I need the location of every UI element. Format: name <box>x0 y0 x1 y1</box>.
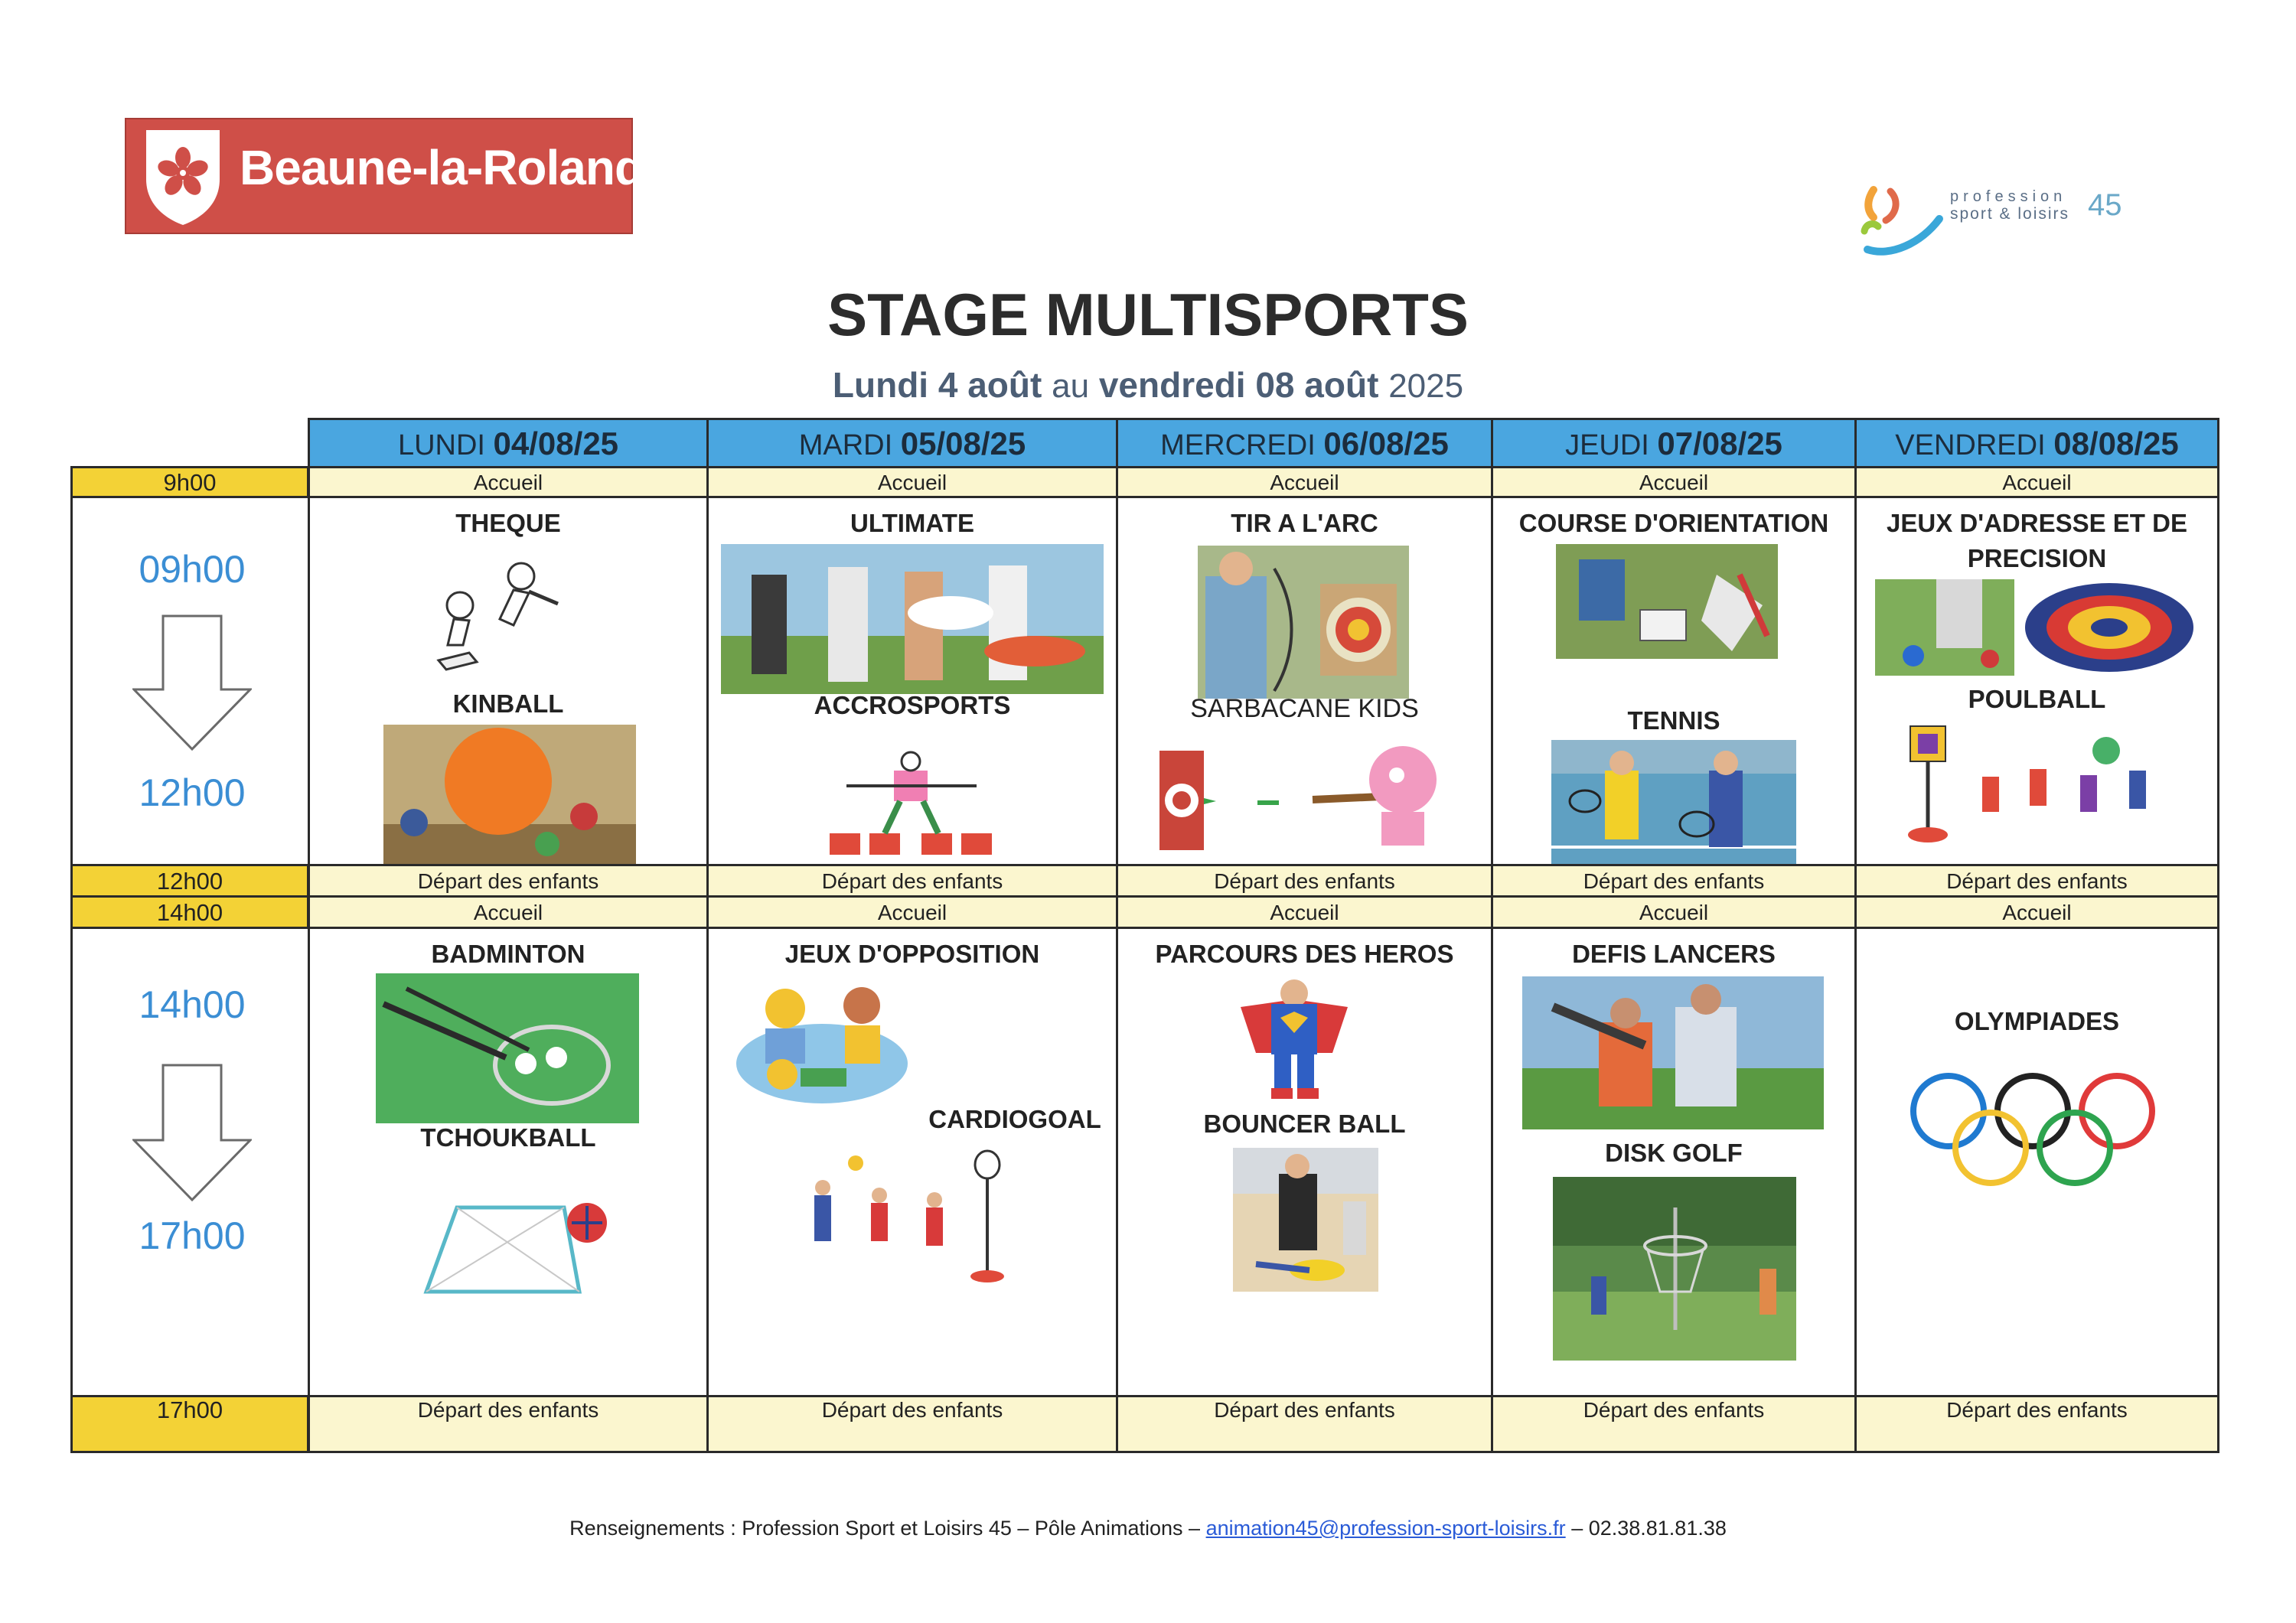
footer-phone: – 02.38.81.81.38 <box>1571 1517 1727 1540</box>
departure-band: Départ des enfants <box>706 864 1118 898</box>
activity-cell <box>1116 927 1493 1397</box>
activity-name: KINBALL <box>452 689 564 718</box>
departure-band: Départ des enfants <box>1854 1395 2219 1453</box>
time-label: 9h00 <box>70 466 309 498</box>
arrival-band: Accueil <box>1854 895 2219 929</box>
activity-name: CARDIOGOAL <box>928 1105 1101 1133</box>
activity-cell <box>1116 496 1493 866</box>
departure-band: Départ des enfants <box>1854 864 2219 898</box>
psl-swoosh-icon <box>1860 184 1945 260</box>
day-header: VENDREDI 08/08/25 <box>1854 418 2219 468</box>
time-label: 12h00 <box>139 771 246 814</box>
subtitle-end: vendredi 08 août <box>1098 365 1379 405</box>
town-logo <box>125 118 670 234</box>
arrow-down-icon <box>132 1064 252 1201</box>
town-name: Beaune-la-Rolande <box>240 140 670 195</box>
afternoon-time-cell <box>70 927 310 1397</box>
badminton-image <box>376 973 639 1123</box>
tchoukball-image <box>411 1192 610 1313</box>
activity-cell <box>706 927 1118 1397</box>
subtitle-start: Lundi 4 août <box>832 365 1042 405</box>
departure-band: Départ des enfants <box>308 1395 709 1453</box>
psl-line1: profession <box>1950 188 2067 205</box>
superhero-image <box>1233 976 1355 1102</box>
arrival-band: Accueil <box>308 895 709 929</box>
activity-name: TCHOUKBALL <box>420 1123 596 1152</box>
activity-cell <box>1491 927 1857 1397</box>
departure-band: Départ des enfants <box>1491 864 1857 898</box>
subtitle-year: 2025 <box>1388 367 1464 405</box>
sarbacane-image <box>1159 735 1450 850</box>
activity-name: JEUX D'ADRESSE ET DE <box>1887 509 2187 537</box>
footer-text: Renseignements : Profession Sport et Loisirs 45 – Pôle Animations – <box>569 1517 1201 1540</box>
page-subtitle <box>0 364 2296 406</box>
time-label: 17h00 <box>70 1395 309 1453</box>
day-header: MARDI 05/08/25 <box>706 418 1118 468</box>
activity-name: DISK GOLF <box>1605 1139 1743 1167</box>
arrival-band: Accueil <box>1116 466 1493 498</box>
subtitle-connector: au <box>1052 367 1090 405</box>
departure-band: Départ des enfants <box>1116 1395 1493 1453</box>
activity-cell <box>1854 496 2219 866</box>
departure-band: Départ des enfants <box>308 864 709 898</box>
activity-name: TIR A L'ARC <box>1231 509 1378 537</box>
accrosports-image <box>823 749 1000 864</box>
morning-time-cell <box>70 496 310 866</box>
activity-name: TENNIS <box>1627 706 1720 735</box>
departure-band: Départ des enfants <box>706 1395 1118 1453</box>
activity-cell <box>1854 927 2219 1397</box>
arrival-band: Accueil <box>1491 466 1857 498</box>
activity-name: POULBALL <box>1968 685 2106 713</box>
precision-image <box>1875 579 2195 676</box>
time-label: 17h00 <box>139 1214 246 1257</box>
time-label: 12h00 <box>70 864 309 898</box>
cardiogoal-image <box>799 1149 1029 1287</box>
activity-cell <box>308 927 709 1397</box>
arrival-band: Accueil <box>706 466 1118 498</box>
arrival-band: Accueil <box>1491 895 1857 929</box>
time-label: 14h00 <box>70 895 309 929</box>
activity-name: PARCOURS DES HEROS <box>1155 940 1454 968</box>
time-label: 09h00 <box>139 548 246 591</box>
arrow-down-icon <box>132 614 252 751</box>
page-title: STAGE MULTISPORTS <box>827 281 1469 348</box>
departure-band: Départ des enfants <box>1116 864 1493 898</box>
activity-name: DEFIS LANCERS <box>1572 940 1776 968</box>
activity-name: ULTIMATE <box>850 509 974 537</box>
ultimate-image <box>721 544 1104 694</box>
arrival-band: Accueil <box>706 895 1118 929</box>
archery-image <box>1198 546 1409 699</box>
activity-name: COURSE D'ORIENTATION <box>1518 509 1829 537</box>
psl-number: 45 <box>2088 188 2122 222</box>
activity-cell <box>706 496 1118 866</box>
shield-icon <box>140 125 226 227</box>
activity-name: SARBACANE KIDS <box>1190 694 1419 723</box>
day-header: MERCREDI 06/08/25 <box>1116 418 1493 468</box>
orientation-image <box>1556 544 1778 659</box>
footer <box>0 1517 2296 1540</box>
olympic-rings-icon <box>1903 1068 2163 1191</box>
psl-logo <box>1860 184 2135 260</box>
activity-cell <box>308 496 709 866</box>
activity-name: THEQUE <box>455 509 561 537</box>
arrival-band: Accueil <box>308 466 709 498</box>
activity-name: ACCROSPORTS <box>814 691 1011 719</box>
arrival-band: Accueil <box>1116 895 1493 929</box>
day-header: LUNDI 04/08/25 <box>308 418 709 468</box>
activity-name: OLYMPIADES <box>1954 1007 2120 1035</box>
poulball-image <box>1887 723 2178 853</box>
day-header: JEUDI 07/08/25 <box>1491 418 1857 468</box>
psl-line2: sport & loisirs <box>1950 205 2070 223</box>
departure-band: Départ des enfants <box>1491 1395 1857 1453</box>
tennis-image <box>1551 740 1796 870</box>
kinball-image <box>383 725 636 869</box>
arrival-band: Accueil <box>1854 466 2219 498</box>
activity-name: BADMINTON <box>431 940 585 968</box>
contact-email-link[interactable]: animation45@profession-sport-loisirs.fr <box>1205 1517 1566 1540</box>
theque-image <box>423 546 569 676</box>
time-label: 14h00 <box>139 983 246 1026</box>
activity-cell <box>1491 496 1857 866</box>
schedule-table <box>70 418 2219 1471</box>
opposition-image <box>732 972 912 1106</box>
activity-name: BOUNCER BALL <box>1203 1110 1406 1138</box>
activity-name: PRECISION <box>1967 544 2107 572</box>
activity-name: JEUX D'OPPOSITION <box>784 940 1040 968</box>
diskgolf-image <box>1553 1177 1796 1361</box>
throwing-image <box>1522 976 1824 1129</box>
bouncerball-image <box>1233 1148 1378 1292</box>
